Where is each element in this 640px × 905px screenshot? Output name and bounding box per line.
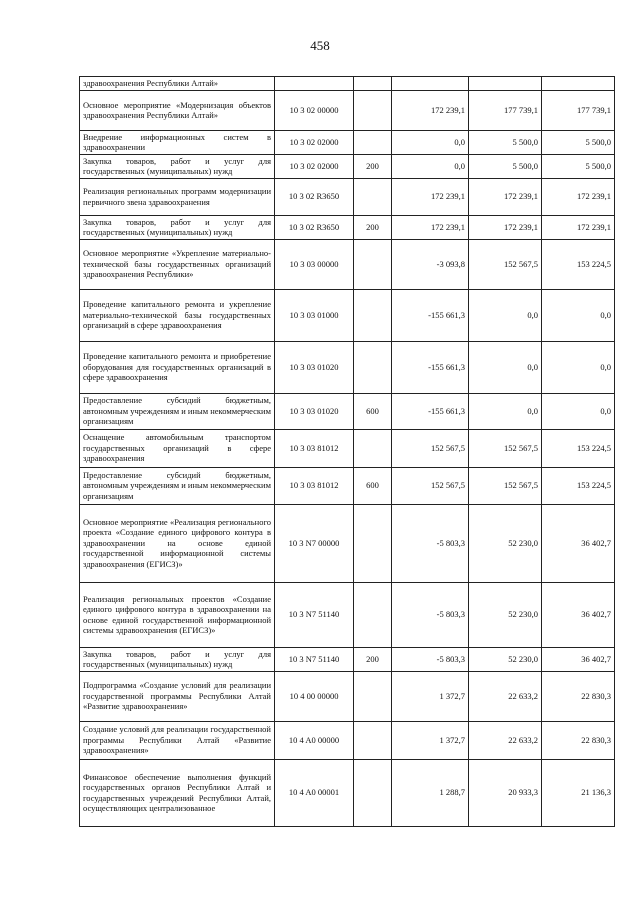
row-amount-2-cell: 52 230,0 [469,504,542,582]
row-expense-type-cell [354,721,392,759]
row-name-cell: Основное мероприятие «Реализация регионального проекта «Создание единого цифрового контура в здравоохранении на основе единой государственной информационной системы здравоохранения (ЕГИСЗ)» [80,504,275,582]
row-amount-1-cell: -155 661,3 [392,289,469,341]
row-expense-type-cell [354,289,392,341]
row-expense-type-cell [354,239,392,289]
row-amount-3-cell: 36 402,7 [542,582,615,647]
table-row [80,504,615,582]
table-row [80,154,615,178]
row-amount-2-cell: 0,0 [469,289,542,341]
row-code-cell: 10 4 A0 00000 [275,721,354,759]
table-row [80,467,615,504]
table-row [80,215,615,239]
row-amount-1-cell [392,77,469,91]
row-name-cell: Реализация региональных проектов «Создание единого цифрового контура в здравоохранении на основе единой государственной информационной системы здравоохранения (ЕГИСЗ)» [80,582,275,647]
row-name-cell: Предоставление субсидий бюджетным, автономным учреждениям и иным некоммерческим организациям [80,467,275,504]
row-code-cell: 10 3 02 02000 [275,154,354,178]
row-amount-2-cell: 52 230,0 [469,647,542,671]
table-row [80,341,615,393]
row-name-cell: Закупка товаров, работ и услуг для государственных (муниципальных) нужд [80,154,275,178]
row-amount-1-cell: -5 803,3 [392,647,469,671]
row-amount-1-cell: -3 093,8 [392,239,469,289]
row-code-cell: 10 3 02 R3650 [275,215,354,239]
row-amount-2-cell: 152 567,5 [469,429,542,467]
row-code-cell: 10 3 N7 51140 [275,647,354,671]
row-amount-3-cell: 21 136,3 [542,759,615,826]
row-amount-3-cell: 5 500,0 [542,154,615,178]
row-name-cell: Создание условий для реализации государственной программы Республики Алтай «Развитие здравоохранения» [80,721,275,759]
row-amount-2-cell: 52 230,0 [469,582,542,647]
row-code-cell: 10 4 A0 00001 [275,759,354,826]
row-amount-3-cell: 0,0 [542,289,615,341]
table-row [80,647,615,671]
row-amount-1-cell: 0,0 [392,130,469,154]
table-row [80,393,615,429]
table-row [80,239,615,289]
row-expense-type-cell [354,759,392,826]
row-expense-type-cell: 200 [354,154,392,178]
row-amount-3-cell: 22 830,3 [542,671,615,721]
row-amount-3-cell: 153 224,5 [542,467,615,504]
row-name-cell: Финансовое обеспечение выполнения функций государственных органов Республики Алтай и государственных учреждений Республики Алтай, осуществляющих централизованное [80,759,275,826]
row-code-cell [275,77,354,91]
row-amount-2-cell: 0,0 [469,341,542,393]
row-amount-2-cell: 152 567,5 [469,239,542,289]
page-number: 458 [310,38,330,53]
row-name-cell: Подпрограмма «Создание условий для реализации государственной программы Республики Алтай «Развитие здравоохранения» [80,671,275,721]
row-code-cell: 10 3 02 00000 [275,90,354,130]
row-amount-3-cell: 5 500,0 [542,130,615,154]
row-amount-3-cell: 22 830,3 [542,721,615,759]
budget-table-body [80,77,615,827]
row-expense-type-cell: 200 [354,215,392,239]
row-expense-type-cell [354,77,392,91]
row-amount-1-cell: -5 803,3 [392,582,469,647]
row-amount-2-cell: 172 239,1 [469,215,542,239]
row-amount-2-cell: 20 933,3 [469,759,542,826]
row-amount-3-cell: 172 239,1 [542,178,615,215]
row-amount-3-cell: 0,0 [542,341,615,393]
row-code-cell: 10 3 03 00000 [275,239,354,289]
row-amount-3-cell: 36 402,7 [542,504,615,582]
row-amount-3-cell: 153 224,5 [542,429,615,467]
row-code-cell: 10 3 03 01020 [275,341,354,393]
row-amount-1-cell: 1 372,7 [392,671,469,721]
row-amount-2-cell [469,77,542,91]
row-expense-type-cell: 200 [354,647,392,671]
table-row [80,671,615,721]
row-expense-type-cell [354,130,392,154]
row-amount-2-cell: 5 500,0 [469,154,542,178]
row-amount-1-cell: 172 239,1 [392,90,469,130]
table-row [80,429,615,467]
row-code-cell: 10 3 N7 00000 [275,504,354,582]
row-code-cell: 10 3 03 01000 [275,289,354,341]
row-code-cell: 10 3 02 02000 [275,130,354,154]
row-expense-type-cell [354,178,392,215]
row-name-cell: Реализация региональных программ модернизации первичного звена здравоохранения [80,178,275,215]
table-row [80,759,615,826]
row-amount-2-cell: 0,0 [469,393,542,429]
row-amount-2-cell: 22 633,2 [469,671,542,721]
row-expense-type-cell [354,671,392,721]
row-code-cell: 10 4 00 00000 [275,671,354,721]
row-amount-3-cell [542,77,615,91]
row-code-cell: 10 3 03 81012 [275,429,354,467]
row-amount-1-cell: -5 803,3 [392,504,469,582]
row-name-cell: Проведение капитального ремонта и приобретение оборудования для государственных организаций в сфере здравоохранения [80,341,275,393]
row-amount-2-cell: 5 500,0 [469,130,542,154]
row-amount-2-cell: 22 633,2 [469,721,542,759]
row-name-cell: Предоставление субсидий бюджетным, автономным учреждениям и иным некоммерческим организациям [80,393,275,429]
table-row [80,77,615,91]
row-expense-type-cell [354,582,392,647]
row-expense-type-cell: 600 [354,393,392,429]
row-name-cell: Закупка товаров, работ и услуг для государственных (муниципальных) нужд [80,215,275,239]
row-expense-type-cell [354,504,392,582]
row-amount-1-cell: 152 567,5 [392,467,469,504]
table-row [80,721,615,759]
row-amount-1-cell: 152 567,5 [392,429,469,467]
row-amount-2-cell: 152 567,5 [469,467,542,504]
table-row [80,90,615,130]
row-amount-2-cell: 177 739,1 [469,90,542,130]
row-amount-3-cell: 0,0 [542,393,615,429]
row-amount-1-cell: -155 661,3 [392,341,469,393]
row-code-cell: 10 3 02 R3650 [275,178,354,215]
table-row [80,582,615,647]
row-expense-type-cell [354,429,392,467]
row-amount-2-cell: 172 239,1 [469,178,542,215]
table-row [80,178,615,215]
row-name-cell: Основное мероприятие «Модернизация объектов здравоохранения Республики Алтай» [80,90,275,130]
row-expense-type-cell: 600 [354,467,392,504]
row-expense-type-cell [354,90,392,130]
row-amount-1-cell: 0,0 [392,154,469,178]
row-amount-3-cell: 153 224,5 [542,239,615,289]
row-amount-1-cell: 1 372,7 [392,721,469,759]
row-name-cell: Закупка товаров, работ и услуг для государственных (муниципальных) нужд [80,647,275,671]
table-row [80,130,615,154]
row-name-cell: Проведение капитального ремонта и укрепление материально-технической базы государственных организаций в сфере здравоохранения [80,289,275,341]
budget-table [79,76,615,827]
row-amount-1-cell: 172 239,1 [392,215,469,239]
row-amount-3-cell: 177 739,1 [542,90,615,130]
table-row [80,289,615,341]
row-amount-3-cell: 172 239,1 [542,215,615,239]
row-name-cell: Оснащение автомобильным транспортом государственных организаций в сфере здравоохранения [80,429,275,467]
row-code-cell: 10 3 N7 51140 [275,582,354,647]
row-amount-3-cell: 36 402,7 [542,647,615,671]
row-code-cell: 10 3 03 81012 [275,467,354,504]
row-expense-type-cell [354,341,392,393]
row-name-cell: здравоохранения Республики Алтай» [80,77,275,91]
row-name-cell: Внедрение информационных систем в здравоохранении [80,130,275,154]
row-amount-1-cell: 172 239,1 [392,178,469,215]
row-name-cell: Основное мероприятие «Укрепление материально-технической базы государственных организаций здравоохранения Республики» [80,239,275,289]
row-amount-1-cell: 1 288,7 [392,759,469,826]
row-code-cell: 10 3 03 01020 [275,393,354,429]
row-amount-1-cell: -155 661,3 [392,393,469,429]
